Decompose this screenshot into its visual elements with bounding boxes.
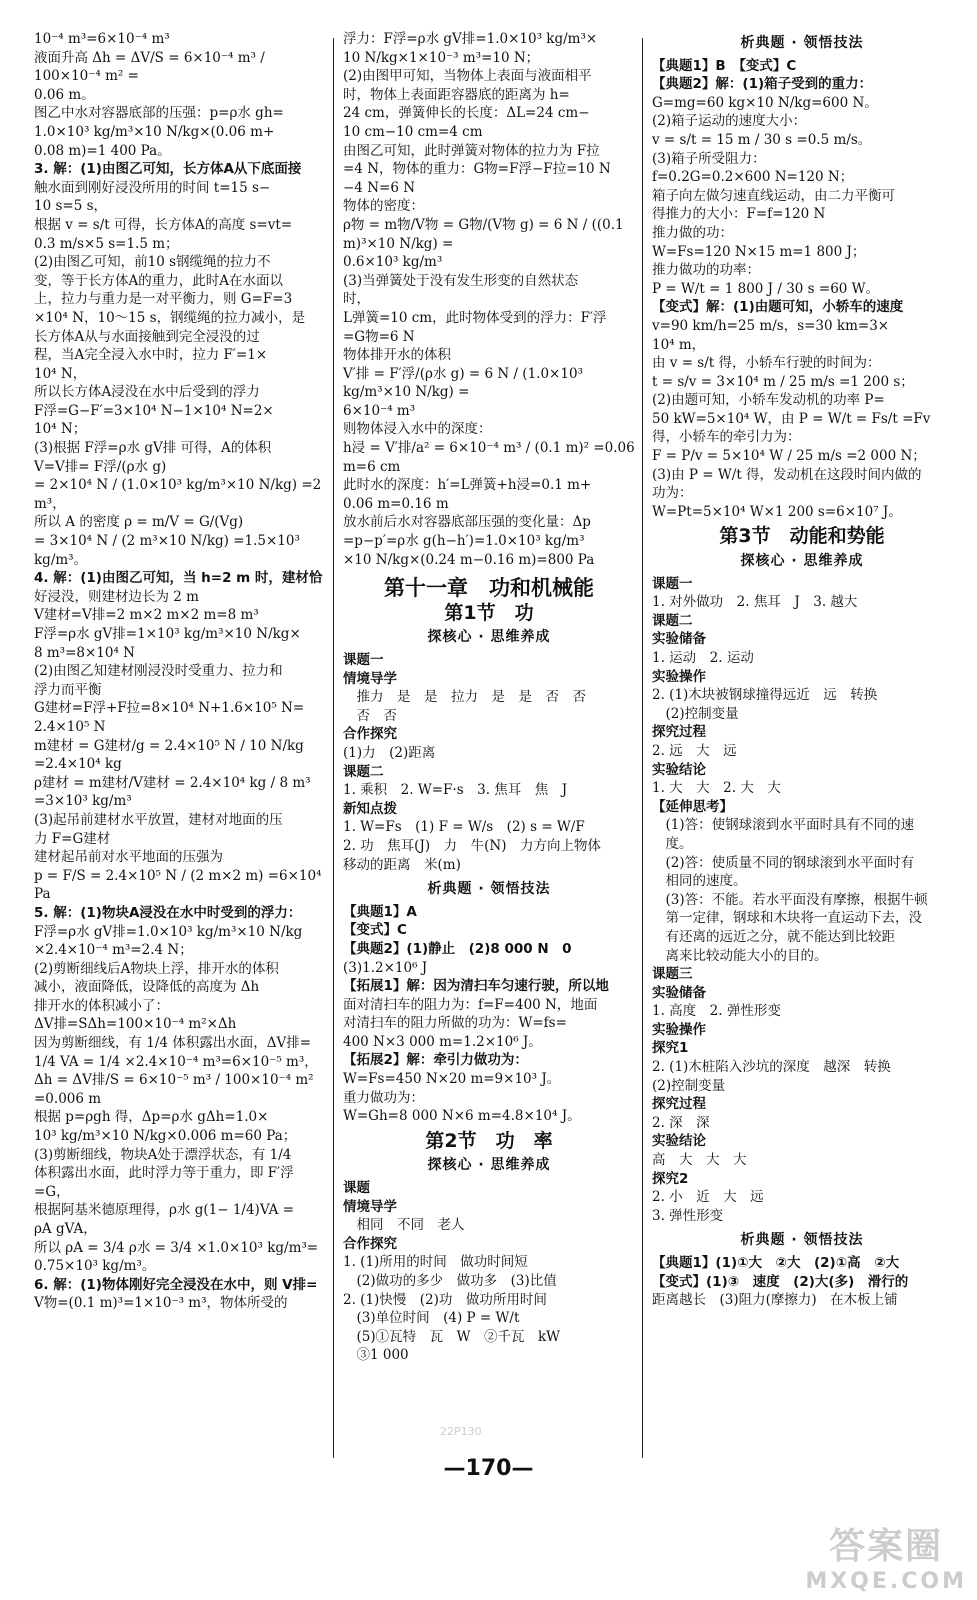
text-line: 【典题1】B 【变式】C bbox=[652, 57, 797, 74]
text-line: 【典题2】解：(1)箱子受到的重力： bbox=[652, 76, 873, 93]
text-line: 高 大 大 大 bbox=[652, 1152, 747, 1169]
text-line: =4 N，物体的重力：G物=F浮−F拉=10 N bbox=[343, 161, 611, 178]
text-line: 根据 v = s/t 可得，长方体A的高度 s=vt= bbox=[34, 216, 293, 233]
text-line: 实验操作 bbox=[652, 668, 706, 685]
text-line: 2. 远 大 远 bbox=[652, 742, 737, 759]
text-line: 根据 p=ρgh 得，Δp=ρ水 gΔh=1.0× bbox=[34, 1109, 269, 1126]
text-line: 2.4×10⁵ N bbox=[34, 718, 106, 735]
column-left bbox=[34, 30, 326, 1313]
text-line: 0.06 m。 bbox=[34, 86, 95, 103]
text-line: 1.0×10³ kg/m³×10 N/kg×(0.06 m+ bbox=[34, 123, 275, 140]
text-line: 度。 bbox=[652, 835, 693, 852]
text-line: 体积露出水面，此时浮力等于重力，即 F′浮 bbox=[34, 1165, 294, 1182]
text-line: 变，等于长方体A的重力，此时A在水面以 bbox=[34, 272, 283, 289]
text-line: v = s/t = 15 m / 30 s =0.5 m/s。 bbox=[652, 131, 872, 148]
text-line: 0.06 m=0.16 m bbox=[343, 495, 449, 512]
text-line: 4. 解：(1)由图乙可知，当 h=2 m 时，建材恰 bbox=[34, 570, 323, 587]
text-line: 课题一 bbox=[343, 652, 384, 668]
text-line: f=0.2G=0.2×600 N=120 N； bbox=[652, 169, 854, 186]
text-line: 【变式】解：(1)由题可知，小轿车的速度 bbox=[652, 299, 904, 316]
text-line: (2)控制变量 bbox=[652, 1077, 726, 1094]
text-line: p = F/S = 2.4×10⁵ N / (2 m×2 m) =6×10⁴ Pa bbox=[34, 867, 326, 903]
text-line: (2)剪断细线后A物块上浮，排开水的体积 bbox=[34, 960, 279, 977]
text-line: 【拓展1】解：因为清扫车匀速行驶，所以地 bbox=[343, 978, 609, 995]
text-line: 实验结论 bbox=[652, 1133, 706, 1150]
text-line: 由 v = s/t 得，小轿车行驶的时间为： bbox=[652, 355, 881, 372]
section-1-explore-heading: 探核心 · 思维养成 bbox=[427, 629, 551, 646]
text-line: 1. 对外做功 2. 焦耳 J 3. 越大 bbox=[652, 594, 858, 611]
text-line: 力 F=G建材 bbox=[34, 830, 111, 847]
faint-mark: 22P130 bbox=[440, 1425, 482, 1438]
text-line: 2. (1)木块被钢球撞得远近 远 转换 bbox=[652, 687, 878, 704]
text-line: 箱子向左做匀速直线运动，由二力平衡可 bbox=[652, 187, 895, 204]
col2-continuation bbox=[343, 30, 640, 569]
text-line: 时， bbox=[343, 291, 370, 308]
text-line: 实验结论 bbox=[652, 761, 706, 778]
text-line: 2. 深 深 bbox=[652, 1114, 710, 1131]
text-line: 2. 小 近 大 远 bbox=[652, 1189, 764, 1206]
text-line: ×2.4×10⁻⁴ m³=2.4 N； bbox=[34, 942, 193, 959]
text-line: (3)1.2×10⁶ J bbox=[343, 959, 428, 976]
text-line: G建材=F浮+F拉=8×10⁴ N+1.6×10⁵ N= bbox=[34, 700, 305, 717]
text-line: 3. 解：(1)由图乙可知，长方体A从下底面接 bbox=[34, 161, 302, 178]
text-line: 10 cm−10 cm=4 cm bbox=[343, 123, 483, 140]
text-line: 合作探究 bbox=[343, 1235, 397, 1252]
text-line: 课题三 bbox=[652, 966, 693, 983]
text-line: (2)由题可知，小轿车发动机的功率 P= bbox=[652, 392, 885, 409]
text-line: 10 N/kg×1×10⁻³ m³=10 N； bbox=[343, 49, 540, 66]
text-line: 合作探究 bbox=[343, 726, 397, 743]
text-line: V建材=V排=2 m×2 m×2 m=8 m³ bbox=[34, 607, 259, 624]
text-line: 0.3 m/s×5 s=1.5 m； bbox=[34, 235, 179, 252]
text-line: F浮=G−F′=3×10⁴ N−1×10⁴ N=2× bbox=[34, 402, 274, 419]
text-line: V物=(0.1 m)³=1×10⁻³ m³，物体所受的 bbox=[34, 1295, 288, 1312]
text-line: ③1 000 bbox=[343, 1347, 409, 1364]
text-line: W=Pt=5×10⁴ W×1 200 s=6×10⁷ J。 bbox=[652, 503, 902, 520]
text-line: 课题二 bbox=[343, 763, 384, 780]
section-2-analyze-body bbox=[652, 57, 952, 522]
text-line: (3)当弹簧处于没有发生形变的自然状态 bbox=[343, 272, 579, 289]
text-line: 减小，液面降低，设降低的高度为 Δh bbox=[34, 979, 260, 996]
text-line: 课题一 bbox=[652, 575, 693, 592]
text-line: (2)答：使质量不同的钢球滚到水平面时有 bbox=[652, 854, 915, 871]
text-line: 因为剪断细线，有 1/4 体积露出水面，ΔV排= bbox=[34, 1035, 312, 1052]
text-line: (2)由图乙可知，前10 s钢缆绳的拉力不 bbox=[34, 254, 271, 271]
text-line: h浸 = V′排/a² = 6×10⁻⁴ m³ / (0.1 m)² =0.06 m=6 cm bbox=[343, 440, 640, 475]
text-line: 长方体A从与水面接触到完全浸没的过 bbox=[34, 328, 260, 345]
text-line: 【延伸思考】 bbox=[652, 798, 733, 815]
text-line: 触水面到刚好浸没所用的时间 t=15 s− bbox=[34, 179, 271, 196]
text-line: 探究过程 bbox=[652, 724, 706, 741]
text-line: 离来比较动能大小的目的。 bbox=[652, 947, 828, 964]
text-line: 2. (1)木桩陷入沙坑的深度 越深 转换 bbox=[652, 1059, 891, 1076]
text-line: 探究过程 bbox=[652, 1096, 706, 1113]
text-line: 0.6×10³ kg/m³ bbox=[343, 254, 443, 271]
section-1-analyze-body bbox=[343, 903, 635, 1126]
text-line: = 2×10⁴ N / (1.0×10³ kg/m³×10 N/kg) =2 m³， bbox=[34, 477, 326, 512]
text-line: 实验操作 bbox=[652, 1021, 706, 1038]
text-line: ×10 N/kg×(0.24 m−0.16 m)=800 Pa bbox=[343, 551, 595, 568]
text-line: 则物体浸入水中的深度： bbox=[343, 421, 492, 438]
text-line: 物体的密度： bbox=[343, 198, 424, 215]
section-1-analyze-heading: 析典题 · 领悟技法 bbox=[427, 881, 551, 898]
text-line: 程，当A完全浸入水中时，拉力 F′=1× bbox=[34, 347, 268, 364]
text-line: W=Fs=120 N×15 m=1 800 J； bbox=[652, 243, 866, 260]
section-3-title: 第3节 动能和势能 bbox=[719, 525, 885, 548]
section-3-analyze-body bbox=[652, 1254, 952, 1310]
text-line: 浮力而平衡 bbox=[34, 681, 102, 698]
text-line: 相同 不同 老人 bbox=[343, 1217, 465, 1234]
text-line: 推力 是 是 拉力 是 是 否 否 bbox=[343, 689, 586, 706]
text-line: 重力做功为： bbox=[343, 1089, 424, 1106]
text-line: ×10⁴ N，10～15 s，钢缆绳的拉力减小，是 bbox=[34, 309, 306, 326]
text-line: 否 否 bbox=[343, 707, 397, 724]
text-line: 5. 解：(1)物块A浸没在水中时受到的浮力： bbox=[34, 904, 302, 921]
page-number: —170— bbox=[443, 1456, 534, 1481]
text-line: 放水前后水对容器底部压强的变化量：Δp bbox=[343, 514, 591, 531]
text-line: 推力做的功： bbox=[652, 224, 733, 241]
text-line: 【典题2】(1)静止 (2)8 000 N 0 bbox=[343, 940, 572, 957]
text-line: 距离越长 (3)阻力(摩擦力) 在木板上铺 bbox=[652, 1292, 898, 1309]
text-line: 2. (1)快慢 (2)功 做功所用时间 bbox=[343, 1291, 547, 1308]
text-line: (5)①瓦特 瓦 W ②千瓦 kW bbox=[343, 1328, 561, 1345]
text-line: 课题二 bbox=[652, 612, 693, 629]
watermark-logo bbox=[805, 1518, 967, 1594]
text-line: 时，物体上表面距容器底的距离为 h= bbox=[343, 86, 570, 103]
text-line: ρA gVA， bbox=[34, 1221, 97, 1237]
text-line: v=90 km/h=25 m/s，s=30 km=3× bbox=[652, 317, 890, 334]
text-line: 【变式】(1)③ 速度 (2)大(多) 滑行的 bbox=[652, 1273, 909, 1290]
text-line: 1. 乘积 2. W=F·s 3. 焦耳 焦 J bbox=[343, 782, 568, 799]
text-line: 新知点拨 bbox=[343, 800, 397, 817]
text-line: 10³ kg/m³×10 N/kg×0.006 m=60 Pa； bbox=[34, 1128, 297, 1145]
text-line: 液面升高 Δh = ΔV/S = 6×10⁻⁴ m³ / 100×10⁻⁴ m² = bbox=[34, 49, 270, 85]
text-line: 面对清扫车的阻力为：f=F=400 N，地面 bbox=[343, 996, 598, 1013]
text-line: =G物=6 N bbox=[343, 328, 415, 345]
section-3-explore-heading: 探核心 · 思维养成 bbox=[740, 553, 864, 570]
text-line: 0.08 m)=1 400 Pa。 bbox=[34, 142, 171, 159]
text-line: 10⁴ N； bbox=[34, 421, 87, 438]
text-line: 得，小轿车的牵引力为： bbox=[652, 429, 801, 446]
text-line: (2)箱子运动的速度大小： bbox=[652, 113, 807, 130]
text-line: 探究1 bbox=[652, 1040, 689, 1057]
column-right bbox=[652, 30, 952, 1310]
text-line: 相同的速度。 bbox=[652, 873, 747, 890]
watermark-line2: MXQE.COM bbox=[805, 1569, 967, 1594]
text-line: ρ物 = m物/V物 = G物/(V物 g) = 6 N / ((0.1 m)³×10 N/kg) = bbox=[343, 216, 628, 252]
text-line: V′排 = F′浮/(ρ水 g) = 6 N / (1.0×10³ kg/m³×10 N/kg) = bbox=[343, 365, 588, 401]
text-line: (2)由图甲可知，当物体上表面与液面相平 bbox=[343, 68, 592, 85]
text-line: 1/4 VA = 1/4 ×2.4×10⁻⁴ m³=6×10⁻⁵ m³， bbox=[34, 1053, 318, 1070]
section-2-explore-body bbox=[343, 1179, 635, 1365]
text-line: 上，拉力与重力是一对平衡力，则 G=F=3 bbox=[34, 291, 293, 308]
text-line: = 3×10⁴ N / (2 m³×10 N/kg) =1.5×10³ kg/m³。 bbox=[34, 533, 305, 568]
text-line: (3)起吊前建材水平放置，建材对地面的压 bbox=[34, 811, 283, 828]
text-line: G=mg=60 kg×10 N/kg=600 N。 bbox=[652, 94, 878, 111]
text-line: 【典题1】A bbox=[343, 903, 417, 920]
text-line: 第一定律，钢球和木块将一直运动下去，没 bbox=[652, 910, 922, 927]
text-line: F浮=ρ水 gV排=1.0×10³ kg/m³×10 N/kg bbox=[34, 923, 303, 940]
text-line: 10 s=5 s， bbox=[34, 198, 108, 215]
text-line: =G， bbox=[34, 1183, 70, 1200]
section-2-explore-heading: 探核心 · 思维养成 bbox=[427, 1157, 551, 1174]
column-divider-1 bbox=[333, 38, 334, 1458]
text-line: (1)答：使钢球滚到水平面时具有不同的速 bbox=[652, 817, 915, 834]
text-line: (2)做功的多少 做功多 (3)比值 bbox=[343, 1273, 557, 1289]
text-line: (3)由 P = W/t 得，发动机在这段时间内做的 bbox=[652, 466, 922, 483]
text-line: Δh = ΔV排/S = 6×10⁻⁵ m³ / 100×10⁻⁴ m² =0.006 m bbox=[34, 1072, 318, 1107]
text-line: 1. 大 大 2. 大 大 bbox=[652, 780, 781, 797]
text-line: 2. 功 焦耳(J) 力 牛(N) 力方向上物体 bbox=[343, 837, 601, 854]
text-line: 实验储备 bbox=[652, 984, 706, 1001]
text-line: 【变式】C bbox=[343, 922, 407, 939]
text-line: 图乙中水对容器底部的压强：p=ρ水 gh= bbox=[34, 105, 284, 122]
text-line: 由图乙可知，此时弹簧对物体的拉力为 F拉 bbox=[343, 142, 600, 159]
text-line: 6×10⁻⁴ m³ bbox=[343, 402, 416, 419]
section-1-explore-body bbox=[343, 651, 635, 874]
text-line: L弹簧=10 cm，此时物体受到的浮力：F′浮 bbox=[343, 309, 607, 326]
text-line: 排开水的体积减小了： bbox=[34, 997, 169, 1014]
text-line: (3)单位时间 (4) P = W/t bbox=[343, 1310, 520, 1327]
text-line: P = W/t = 1 800 J / 30 s =60 W。 bbox=[652, 280, 880, 297]
text-line: 所以长方体A浸没在水中后受到的浮力 bbox=[34, 384, 260, 401]
text-line: 400 N×3 000 m=1.2×10⁶ J。 bbox=[343, 1033, 542, 1050]
text-line: 根据阿基米德原理得，ρ水 g(1− 1/4)VA = bbox=[34, 1202, 295, 1219]
text-line: (3)剪断细线，物块A处于漂浮状态，有 1/4 bbox=[34, 1146, 292, 1163]
text-line: 对清扫车的阻力所做的功为：W=fs= bbox=[343, 1015, 567, 1032]
text-line: −4 N=6 N bbox=[343, 179, 416, 196]
section-3-explore-body bbox=[652, 575, 952, 1226]
text-line: 此时水的深度：h′=L弹簧+h浸=0.1 m+ bbox=[343, 477, 592, 494]
text-line: (3)根据 F浮=ρ水 gV排 可得，A的体积 bbox=[34, 440, 272, 457]
text-line: 1. (1)所用的时间 做功时间短 bbox=[343, 1254, 528, 1271]
column-middle bbox=[343, 30, 640, 1365]
text-line: W=Fs=450 N×20 m=9×10³ J。 bbox=[343, 1071, 561, 1088]
text-line: 1. W=Fs (1) F = W/s (2) s = W/F bbox=[343, 819, 585, 836]
text-line: 1. 运动 2. 运动 bbox=[652, 650, 754, 666]
text-line: V=V排= F浮/(ρ水 g) bbox=[34, 458, 167, 475]
text-line: 10⁻⁴ m³=6×10⁻⁴ m³ bbox=[34, 31, 170, 47]
text-line: 10⁴ N， bbox=[34, 365, 87, 382]
text-line: 3. 弹性形变 bbox=[652, 1207, 724, 1224]
text-line: (2)由图乙知建材刚浸没时受重力、拉力和 bbox=[34, 663, 283, 680]
text-line: 移动的距离 米(m) bbox=[343, 856, 461, 873]
text-line: (1)力 (2)距离 bbox=[343, 744, 436, 761]
text-line: 推力做功的功率： bbox=[652, 262, 760, 279]
text-line: 24 cm，弹簧伸长的长度：ΔL=24 cm− bbox=[343, 105, 590, 122]
text-line: 【典题1】(1)①大 ②大 (2)①高 ②大 bbox=[652, 1255, 900, 1271]
text-line: 情境导学 bbox=[343, 1198, 397, 1215]
text-line: t = s/v = 3×10⁴ m / 25 m/s =1 200 s； bbox=[652, 373, 914, 390]
text-line: 探究2 bbox=[652, 1170, 689, 1187]
text-line: 6. 解：(1)物体刚好完全浸没在水中，则 V排= bbox=[34, 1276, 318, 1293]
section-2-title: 第2节 功 率 bbox=[425, 1129, 553, 1152]
text-line: F浮=ρ水 gV排=1×10³ kg/m³×10 N/kg× bbox=[34, 626, 301, 642]
text-line: 50 kW=5×10⁴ W，由 P = W/t = Fs/t =Fv bbox=[652, 410, 931, 427]
section-2-analyze-heading: 析典题 · 领悟技法 bbox=[740, 35, 864, 51]
text-line: (2)控制变量 bbox=[652, 705, 739, 722]
text-line: 所以 A 的密度 ρ = m/V = G/(Vg) bbox=[34, 514, 244, 531]
text-line: ρ建材 = m建材/V建材 = 2.4×10⁴ kg / 8 m³ =3×10³ kg/m³ bbox=[34, 774, 315, 810]
text-line: 8 m³=8×10⁴ N bbox=[34, 644, 135, 661]
text-line: 0.75×10³ kg/m³。 bbox=[34, 1258, 156, 1275]
text-line: 功为： bbox=[652, 485, 693, 502]
text-line: (3)箱子所受阻力： bbox=[652, 150, 766, 167]
text-line: 情境导学 bbox=[343, 670, 397, 687]
section-1-title: 第1节 功 bbox=[444, 601, 534, 624]
text-line: (3)答：不能。若水平面没有摩擦，根据牛顿 bbox=[652, 891, 928, 908]
text-line: 1. 高度 2. 弹性形变 bbox=[652, 1003, 781, 1020]
chapter-title: 第十一章 功和机械能 bbox=[384, 576, 594, 601]
text-line: F = P/v = 5×10⁴ W / 25 m/s =2 000 N； bbox=[652, 448, 926, 465]
text-line: 10⁴ m， bbox=[652, 336, 706, 353]
text-line: 浮力：F浮=ρ水 gV排=1.0×10³ kg/m³× bbox=[343, 31, 598, 47]
text-line: 物体排开水的体积 bbox=[343, 347, 451, 364]
text-line: 建材起吊前对水平地面的压强为 bbox=[34, 849, 223, 866]
text-line: ΔV排=SΔh=100×10⁻⁴ m²×Δh bbox=[34, 1016, 237, 1033]
text-line: 好浸没，则建材边长为 2 m bbox=[34, 588, 199, 605]
text-line: 得推力的大小：F=f=120 N bbox=[652, 206, 826, 223]
text-line: 【拓展2】解：牵引力做功为： bbox=[343, 1052, 528, 1069]
text-line: W=Gh=8 000 N×6 m=4.8×10⁴ J。 bbox=[343, 1108, 581, 1125]
text-line: 课题 bbox=[343, 1180, 370, 1197]
column-divider-2 bbox=[642, 38, 643, 1458]
text-line: =p−p′=ρ水 g(h−h′)=1.0×10³ kg/m³ bbox=[343, 533, 585, 550]
text-line: 有还离的远近之分，就不能达到比较距 bbox=[652, 928, 895, 945]
watermark-line1: 答案圈 bbox=[829, 1526, 944, 1567]
section-3-analyze-heading: 析典题 · 领悟技法 bbox=[740, 1232, 864, 1249]
text-line: m建材 = G建材/g = 2.4×10⁵ N / 10 N/kg =2.4×10⁴ kg bbox=[34, 737, 309, 773]
text-line: 所以 ρA = 3/4 ρ水 = 3/4 ×1.0×10³ kg/m³= bbox=[34, 1239, 319, 1256]
text-line: 实验储备 bbox=[652, 631, 706, 648]
